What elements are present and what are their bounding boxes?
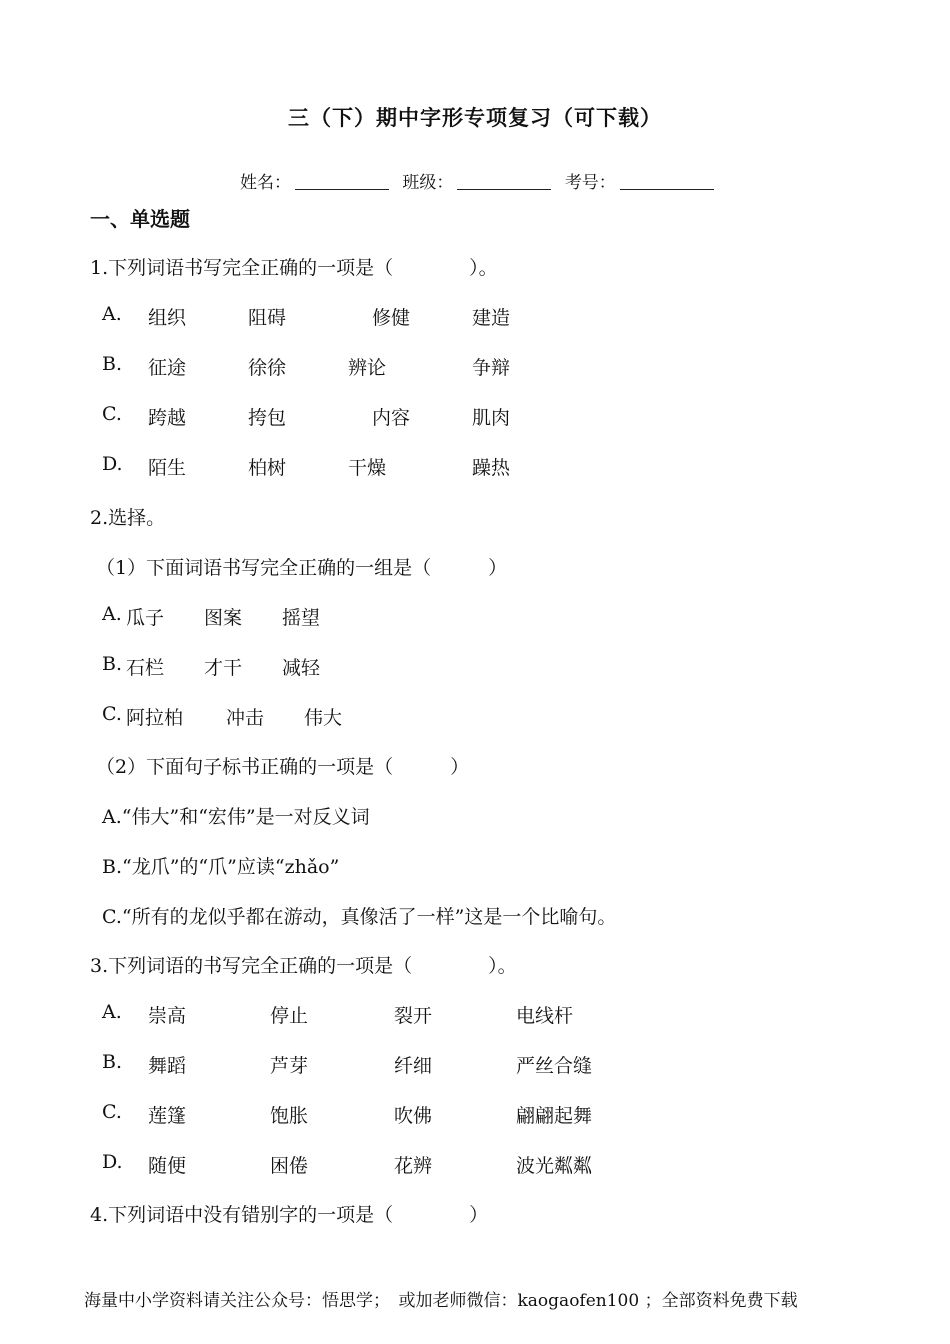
q2-sub1-option-label: A. (102, 603, 122, 625)
footer-note: 海量中小学资料请关注公众号：悟思学； 或加老师微信：kaogaofen100 ；全部资料免费下载 (84, 1291, 798, 1311)
q1-option-label: A. (102, 303, 122, 325)
q3-option-word: 翩翩起舞 (516, 1105, 593, 1127)
q1-option-word: 修健 (372, 307, 411, 329)
q2-sub2-option: C.“所有的龙似乎都在游动，真像活了一样”这是一个比喻句。 (102, 906, 617, 928)
q1-option-word: 挎包 (248, 407, 287, 429)
q1-option-word: 跨越 (148, 407, 187, 429)
q3-option-label: B. (102, 1051, 123, 1073)
q1-option-word: 建造 (472, 307, 511, 329)
q1-option-label: C. (102, 403, 122, 425)
q1-option-word: 阻碍 (248, 307, 287, 329)
q2-sub1-stem: （1）下面词语书写完全正确的一组是（ ） (96, 557, 508, 579)
q3-option-word: 饱胀 (270, 1105, 309, 1127)
q3-option-word: 停止 (270, 1005, 309, 1027)
q2-sub1-option-word: 阿拉柏 (126, 707, 184, 729)
q3-option-label: A. (102, 1001, 122, 1023)
q2-sub1-option-word: 摇望 (282, 607, 321, 629)
q2-sub1-option-label: C. (102, 703, 122, 725)
q3-option-word: 纤细 (394, 1055, 433, 1077)
q3-option-label: C. (102, 1101, 122, 1123)
q4-stem: 4.下列词语中没有错别字的一项是（ ） (90, 1204, 489, 1226)
q3-option-word: 波光粼粼 (516, 1155, 593, 1177)
q2-sub1-option-label: B. (102, 653, 123, 675)
q1-option-word: 争辩 (472, 357, 511, 379)
q1-option-word: 内容 (372, 407, 411, 429)
q1-option-word: 陌生 (148, 457, 187, 479)
name-blank[interactable] (295, 173, 389, 190)
number-label: 考号： (564, 173, 616, 193)
q1-option-label: B. (102, 353, 123, 375)
q3-stem: 3.下列词语的书写完全正确的一项是（ ）。 (90, 955, 517, 977)
q1-option-word: 征途 (148, 357, 187, 379)
student-info-row (240, 168, 722, 193)
number-blank[interactable] (620, 173, 714, 190)
q1-stem: 1.下列词语书写完全正确的一项是（ ）。 (90, 257, 498, 279)
q3-option-word: 裂开 (394, 1005, 433, 1027)
q2-sub1-option-word: 才干 (204, 657, 243, 679)
q1-option-word: 辨论 (348, 357, 387, 379)
name-label: 姓名： (240, 173, 291, 193)
q3-option-word: 芦芽 (270, 1055, 309, 1077)
q1-option-word: 组织 (148, 307, 187, 329)
q3-option-word: 随便 (148, 1155, 187, 1177)
q1-option-label: D. (102, 453, 123, 475)
q2-sub2-option: B.“龙爪”的“爪”应读“zhǎo” (102, 856, 340, 878)
class-blank[interactable] (457, 173, 551, 190)
q1-option-word: 躁热 (472, 457, 511, 479)
q2-sub1-option-word: 瓜子 (126, 607, 165, 629)
q2-sub1-option-word: 石栏 (126, 657, 165, 679)
q2-sub1-option-word: 冲击 (226, 707, 265, 729)
q2-stem: 2.选择。 (90, 507, 166, 529)
q2-sub2-stem: （2）下面句子标书正确的一项是（ ） (96, 756, 470, 778)
q2-sub2-option: A.“伟大”和“宏伟”是一对反义词 (102, 806, 370, 828)
class-label: 班级： (402, 173, 454, 193)
q3-option-word: 舞蹈 (148, 1055, 187, 1077)
q3-option-word: 崇高 (148, 1005, 187, 1027)
q3-option-word: 困倦 (270, 1155, 309, 1177)
q3-option-word: 吹佛 (394, 1105, 433, 1127)
q3-option-label: D. (102, 1151, 123, 1173)
q3-option-word: 花辨 (394, 1155, 433, 1177)
q2-sub1-option-word: 伟大 (304, 707, 343, 729)
q3-option-word: 严丝合缝 (516, 1055, 593, 1077)
page-title: 三（下）期中字形专项复习（可下载） (288, 105, 662, 130)
q3-option-word: 电线杆 (516, 1005, 574, 1027)
q2-sub1-option-word: 图案 (204, 607, 243, 629)
q3-option-word: 莲篷 (148, 1105, 187, 1127)
q1-option-word: 徐徐 (248, 357, 287, 379)
q1-option-word: 肌肉 (472, 407, 511, 429)
section-heading: 一、单选题 (90, 207, 190, 231)
q1-option-word: 干燥 (348, 457, 387, 479)
q1-option-word: 柏树 (248, 457, 287, 479)
q2-sub1-option-word: 减轻 (282, 657, 321, 679)
